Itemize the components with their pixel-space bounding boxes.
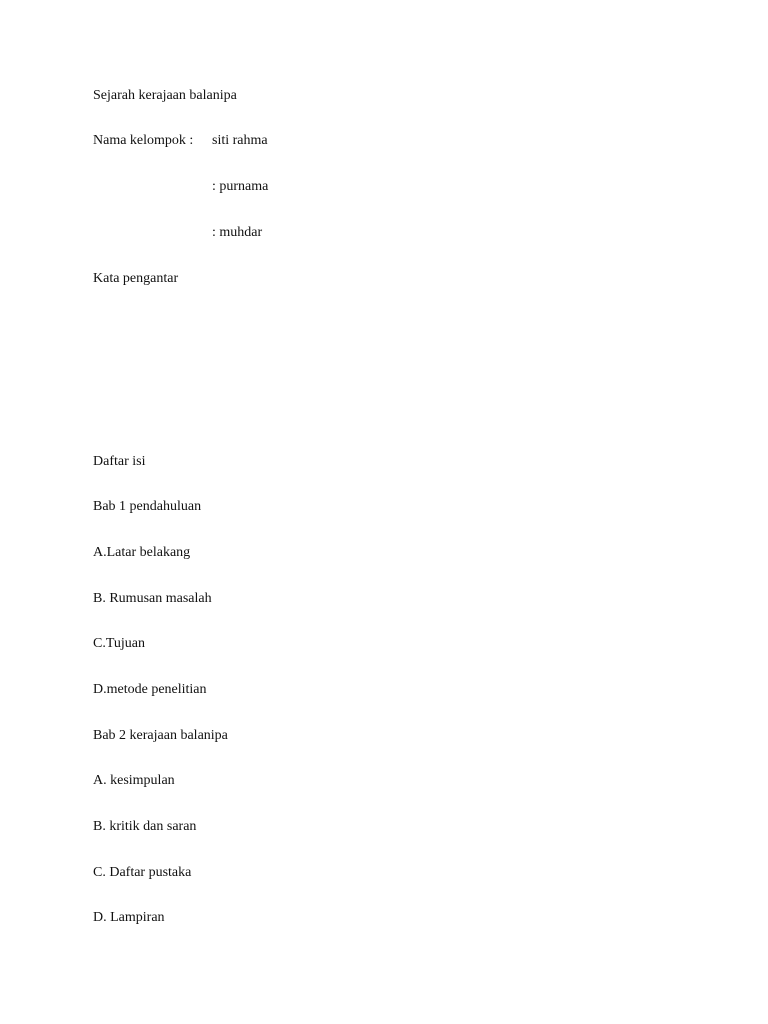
toc-item: Bab 1 pendahuluan xyxy=(93,499,202,514)
group-member-3: : muhdar xyxy=(212,225,263,240)
toc-item: A. kesimpulan xyxy=(93,773,175,788)
toc-item: C. Daftar pustaka xyxy=(93,865,192,880)
toc-item: D.metode penelitian xyxy=(93,682,207,697)
toc-item: D. Lampiran xyxy=(93,910,165,925)
document-title: Sejarah kerajaan balanipa xyxy=(93,88,237,103)
toc-item: B. kritik dan saran xyxy=(93,819,197,834)
toc-heading: Daftar isi xyxy=(93,454,146,469)
foreword-heading: Kata pengantar xyxy=(93,271,179,286)
group-label: Nama kelompok : xyxy=(93,133,194,148)
group-member-1: siti rahma xyxy=(212,133,268,148)
toc-item: Bab 2 kerajaan balanipa xyxy=(93,728,228,743)
toc-item: A.Latar belakang xyxy=(93,545,191,560)
group-member-2: : purnama xyxy=(212,179,269,194)
toc-item: B. Rumusan masalah xyxy=(93,591,212,606)
toc-item: C.Tujuan xyxy=(93,636,146,651)
